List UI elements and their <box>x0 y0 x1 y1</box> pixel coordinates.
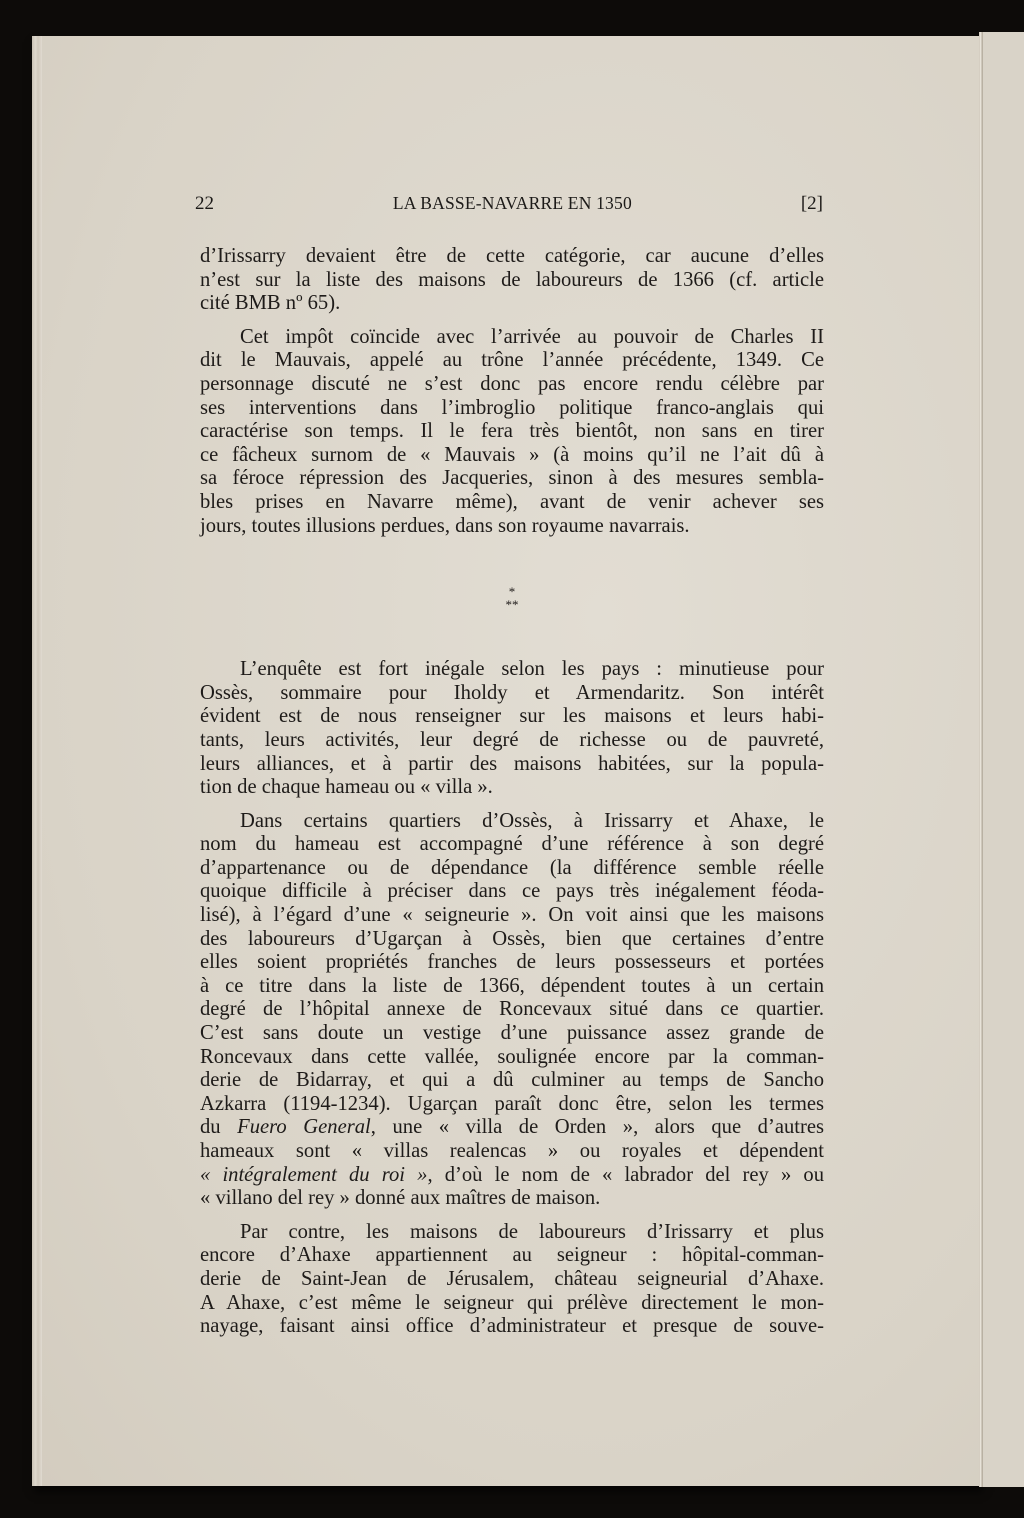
text-line: Cet impôt coïncide avec l’arrivée au pouvoir de Charles II <box>240 325 824 348</box>
text-line: sa féroce répression des Jacqueries, sinon à des mesures sembla- <box>200 467 824 490</box>
text-line: leurs alliances, et à partir des maisons habitées, sur la popula- <box>200 752 824 775</box>
paragraph-3 <box>200 658 824 800</box>
italic-title: Fuero General <box>237 1116 371 1139</box>
text-line: Dans certains quartiers d’Ossès, à Irissarry et Ahaxe, le <box>240 809 824 832</box>
text-line: d’Irissarry devaient être de cette catégorie, car aucune d’elles <box>200 245 824 267</box>
body-text <box>200 245 824 1339</box>
paragraph-5 <box>200 1221 824 1339</box>
text-fragment: , une « villa de Orden », alors que d’autres <box>370 1116 824 1139</box>
paragraph-4 <box>200 810 824 1211</box>
text-line: Par contre, les maisons de laboureurs d’Irissarry et plus <box>240 1220 824 1243</box>
paragraph-1 <box>200 245 824 316</box>
asterism-bottom: ** <box>505 597 519 613</box>
text-line <box>200 1164 824 1188</box>
text-line <box>200 1116 824 1140</box>
text-line: C’est sans doute un vestige d’une puissance assez grande de <box>200 1022 824 1045</box>
text-line: nayage, faisant ainsi office d’administrateur et presque de souve- <box>200 1315 824 1338</box>
text-line: derie de Saint-Jean de Jérusalem, château seigneurial d’Ahaxe. <box>200 1267 824 1290</box>
text-line: L’enquête est fort inégale selon les pays : minutieuse pour <box>240 658 824 681</box>
text-line: tants, leurs activités, leur degré de richesse ou de pauvreté, <box>200 728 824 751</box>
running-title: LA BASSE-NAVARRE EN 1350 <box>392 193 632 213</box>
text-line: caractérise son temps. Il le fera très bientôt, non sans en tirer <box>200 420 824 443</box>
next-page-edge <box>982 32 1024 1487</box>
section-marker: [2] <box>800 193 823 214</box>
asterism-top: * <box>508 584 516 600</box>
text-line: Roncevaux dans cette vallée, soulignée encore par la comman- <box>200 1045 824 1068</box>
text-line: n’est sur la liste des maisons de laboureurs de 1366 (cf. article <box>200 268 824 291</box>
text-line: cité BMB nº 65). <box>200 292 341 315</box>
text-line: quoique difficile à préciser dans ce pays très inégalement féoda- <box>200 880 824 903</box>
text-line: personnage discuté ne s’est donc pas encore rendu célèbre par <box>200 372 824 395</box>
text-fragment: du <box>200 1116 238 1139</box>
text-line: encore d’Ahaxe appartiennent au seigneur : hôpital-comman- <box>200 1244 824 1267</box>
asterism-divider <box>200 538 824 658</box>
text-line: A Ahaxe, c’est même le seigneur qui prélève directement le mon- <box>200 1291 824 1314</box>
text-line: Azkarra (1194-1234). Ugarçan paraît donc être, selon les termes <box>200 1092 824 1115</box>
page-edge <box>32 36 42 1486</box>
text-line: elles soient propriétés franches de leurs possesseurs et portées <box>200 951 824 974</box>
text-line: Ossès, sommaire pour Iholdy et Armendaritz. Son intérêt <box>200 681 824 704</box>
text-line: dit le Mauvais, appelé au trône l’année précédente, 1349. Ce <box>200 349 824 372</box>
text-line: derie de Bidarray, et qui a dû culminer au temps de Sancho <box>200 1069 824 1092</box>
italic-quote: « intégralement du roi » <box>200 1163 428 1186</box>
text-line: ses interventions dans l’imbroglio politique franco-anglais qui <box>200 396 824 419</box>
text-fragment: , d’où le nom de « labrador del rey » ou <box>427 1163 824 1186</box>
text-line: hameaux sont « villas realencas » ou royales et dépendent <box>200 1140 824 1162</box>
text-line: évident est de nous renseigner sur les maisons et leurs habi- <box>200 705 824 728</box>
page-number: 22 <box>195 193 214 214</box>
text-line: à ce titre dans la liste de 1366, dépendent toutes à un certain <box>200 974 824 997</box>
running-header <box>195 193 825 223</box>
text-line: jours, toutes illusions perdues, dans son royaume navarrais. <box>200 514 690 537</box>
text-line: bles prises en Navarre même), avant de venir achever ses <box>200 490 824 513</box>
text-line: lisé), à l’égard d’une « seigneurie ». On voit ainsi que les maisons <box>200 904 824 927</box>
paragraph-2 <box>200 326 824 538</box>
text-line: tion de chaque hameau ou « villa ». <box>200 776 493 799</box>
text-line: ce fâcheux surnom de « Mauvais » (à moins qu’il ne l’ait dû à <box>200 443 824 466</box>
text-line: des laboureurs d’Ugarçan à Ossès, bien que certaines d’entre <box>200 927 824 950</box>
text-line: « villano del rey » donné aux maîtres de maison. <box>200 1187 601 1210</box>
text-line: d’appartenance ou de dépendance (la différence semble réelle <box>200 856 824 879</box>
text-line: nom du hameau est accompagné d’une référence à son degré <box>200 833 824 856</box>
text-line: degré de l’hôpital annexe de Roncevaux situé dans ce quartier. <box>200 998 824 1021</box>
